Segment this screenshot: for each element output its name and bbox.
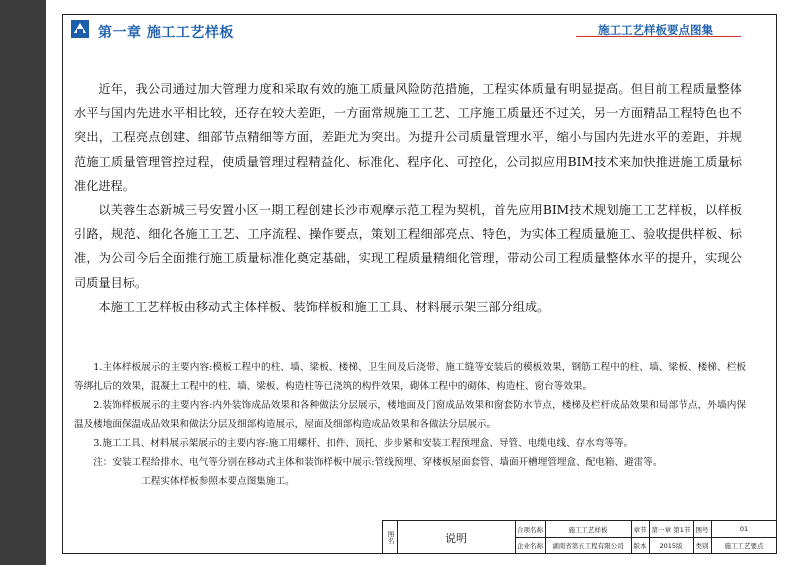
- version-value: 2015版: [659, 542, 683, 550]
- drawing-number-label: 图号: [695, 525, 709, 534]
- category-label: 类别: [695, 542, 709, 550]
- list-item: 2.装饰样板展示的主要内容:内外装饰成品效果和各种做法分层展示，楼地面及门窗成品效果和窗套防水节点，楼梯及栏杆成品效果和局部节点，外墙内保温及楼地面保温成品效果和做法分层及细部构造展示，屋面及细部构造成品效果和各做法分层展示。: [74, 400, 746, 430]
- chapter-label: 章节: [633, 525, 647, 534]
- category-value: 施工工艺要点: [724, 542, 764, 550]
- note: 注：安装工程给排水、电气等分别在移动式主体和装饰样板中展示:管线预埋、穿楼板屋面套管、墙面开槽埋管埋盒、配电箱、避雷等。: [93, 457, 663, 468]
- header-rule: [576, 36, 741, 37]
- enterprise-label: 企业名称: [517, 542, 543, 550]
- document-page: [46, 0, 785, 565]
- paragraph: 本施工工艺样板由移动式主体样板、装饰样板和施工工具、材料展示架三部分组成。: [98, 299, 550, 314]
- project-label: 合项名称: [517, 525, 543, 534]
- intro-text: [74, 77, 742, 319]
- company-logo-icon: [71, 20, 89, 38]
- paragraph: 近年，我公司通过加大管理力度和采取有效的施工质量风险防范措施，工程实体质量有明显提高。但目前工程质量整体水平与国内先进水平相比较，还存在较大差距，一方面常规施工工艺、工序施工质量还不过关，另一方面精品工程特色也不突出，工程亮点创建、细部节点精细等方面，差距尤为突出。为提升公司质量管理水平，缩小与国内先进水平的差距，并规范施工质量管理管控过程，使质量管理过程精益化、标准化、程序化、可控化，公司拟应用BIM技术来加快推进施工质量标准化进程。: [74, 82, 742, 193]
- paragraph: 以芙蓉生态新城三号安置小区一期工程创建长沙市观摩示范工程为契机，首先应用BIM技术规划施工工艺样板，以样板引路，规范、细化各施工工艺、工序流程、操作要点，策划工程细部亮点、特色，为实体工程质量施工、验收提供样板、标准，为公司今后全面推行施工质量标准化奠定基础，实现工程质量精细化管理，带动公司工程质量整体水平的提升，实现公司质量目标。: [74, 203, 742, 290]
- title-block: [382, 520, 777, 554]
- content-list: [74, 358, 746, 491]
- enterprise-value: 湖南省第五工程有限公司: [552, 542, 624, 550]
- atlas-title: 施工工艺样板要点图集: [598, 23, 713, 37]
- note-continuation: 工程实体样板参照本要点图集施工。: [141, 476, 295, 487]
- chapter-value: 第一章 第1节: [651, 525, 691, 534]
- chapter-title: 第一章 施工工艺样板: [98, 25, 234, 41]
- list-item: 1.主体样板展示的主要内容:模板工程中的柱、墙、梁板、楼梯、卫生间及后浇带、施工缝等安装后的模板效果，钢筋工程中的柱、墙、梁板、楼梯、栏板等绑扎后的效果，混凝土工程中的柱、墙、梁板、构造柱等已浇筑的构件效果，砌体工程中的砌体、构造柱、窗台等效果。: [74, 362, 746, 392]
- list-item: 3.施工工具、材料展示架展示的主要内容:施工用螺杆、扣件、顶托、步步紧和安装工程预埋盒、导管、电缆电线、存水弯等等。: [93, 438, 634, 449]
- drawing-number-value: 01: [739, 525, 749, 533]
- drawing-name: 说明: [445, 531, 467, 545]
- tuming-label: 图名: [386, 531, 395, 544]
- project-value: 施工工艺样板: [568, 525, 608, 534]
- version-label: 版本: [633, 542, 647, 550]
